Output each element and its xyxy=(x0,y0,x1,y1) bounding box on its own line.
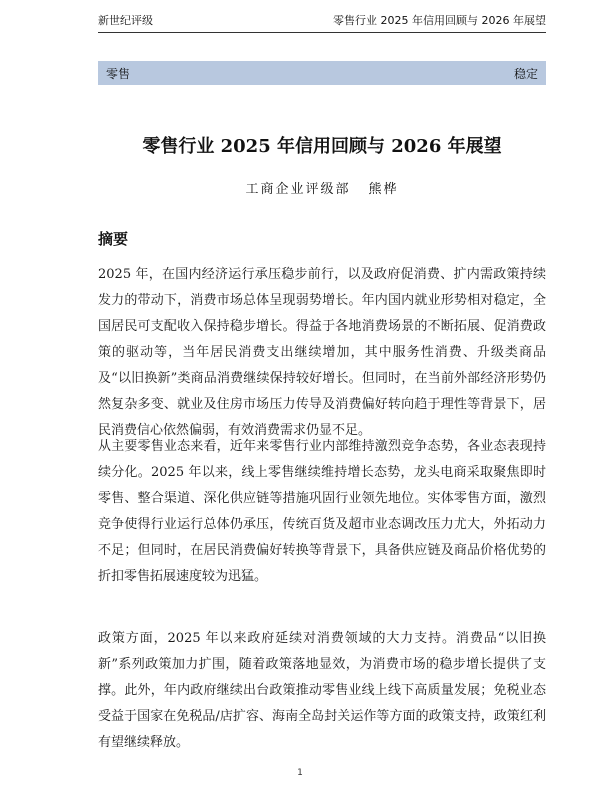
org-name: 新世纪评级 xyxy=(98,14,153,27)
author-name: 熊桦 xyxy=(368,182,399,197)
page-header xyxy=(98,8,546,33)
abstract-heading: 摘要 xyxy=(98,230,129,248)
outlook-label: 稳定 xyxy=(513,66,538,81)
running-title: 零售行业 2025 年信用回顾与 2026 年展望 xyxy=(333,14,546,27)
industry-label: 零售 xyxy=(106,66,131,81)
author-line xyxy=(98,178,546,197)
page-number: 1 xyxy=(297,768,303,778)
abstract-paragraph-2: 从主要零售业态来看，近年来零售行业内部维持激烈竞争态势，各业态表现持续分化。2025 年以来，线上零售继续维持增长态势，龙头电商采取聚焦即时零售、整合渠道、深化供应链等措施巩固行业领先地位。实体零售方面，激烈竞争使得行业运行总体仍承压，传统百货及超市业态调改压力尤大，外拓动力不足；但同时，在居民消费偏好转换等背景下，具备供应链及商品价格优势的折扣零售拓展速度较为迅猛。 xyxy=(98,439,546,584)
abstract-paragraph-1: 2025 年，在国内经济运行承压稳步前行，以及政府促消费、扩内需政策持续发力的带动下，消费市场总体呈现弱势增长。年内国内就业形势相对稳定，全国居民可支配收入保持稳步增长。得益于各地消费场景的不断拓展、促消费政策的驱动等，当年居民消费支出继续增加，其中服务性消费、升级类商品及“以旧换新”类商品消费继续保持较好增长。但同时，在当前外部经济形势仍然复杂多变、就业及住房市场压力传导及消费偏好转向趋于理性等背景下，居民消费信心依然偏弱，有效消费需求仍显不足。 xyxy=(98,267,546,438)
abstract-paragraph-3: 政策方面，2025 年以来政府延续对消费领域的大力支持。消费品“以旧换新”系列政策加力扩围，随着政策落地显效，为消费市场的稳步增长提供了支撑。此外，年内政府继续出台政策推动零售业线上线下高质量发展；免税业态受益于国家在免税品/店扩容、海南全岛封关运作等方面的政策支持，政策红利有望继续释放。 xyxy=(98,631,546,750)
category-bar xyxy=(98,61,546,85)
document-title: 零售行业 2025 年信用回顾与 2026 年展望 xyxy=(142,136,502,157)
department-name: 工商企业评级部 xyxy=(245,182,351,197)
